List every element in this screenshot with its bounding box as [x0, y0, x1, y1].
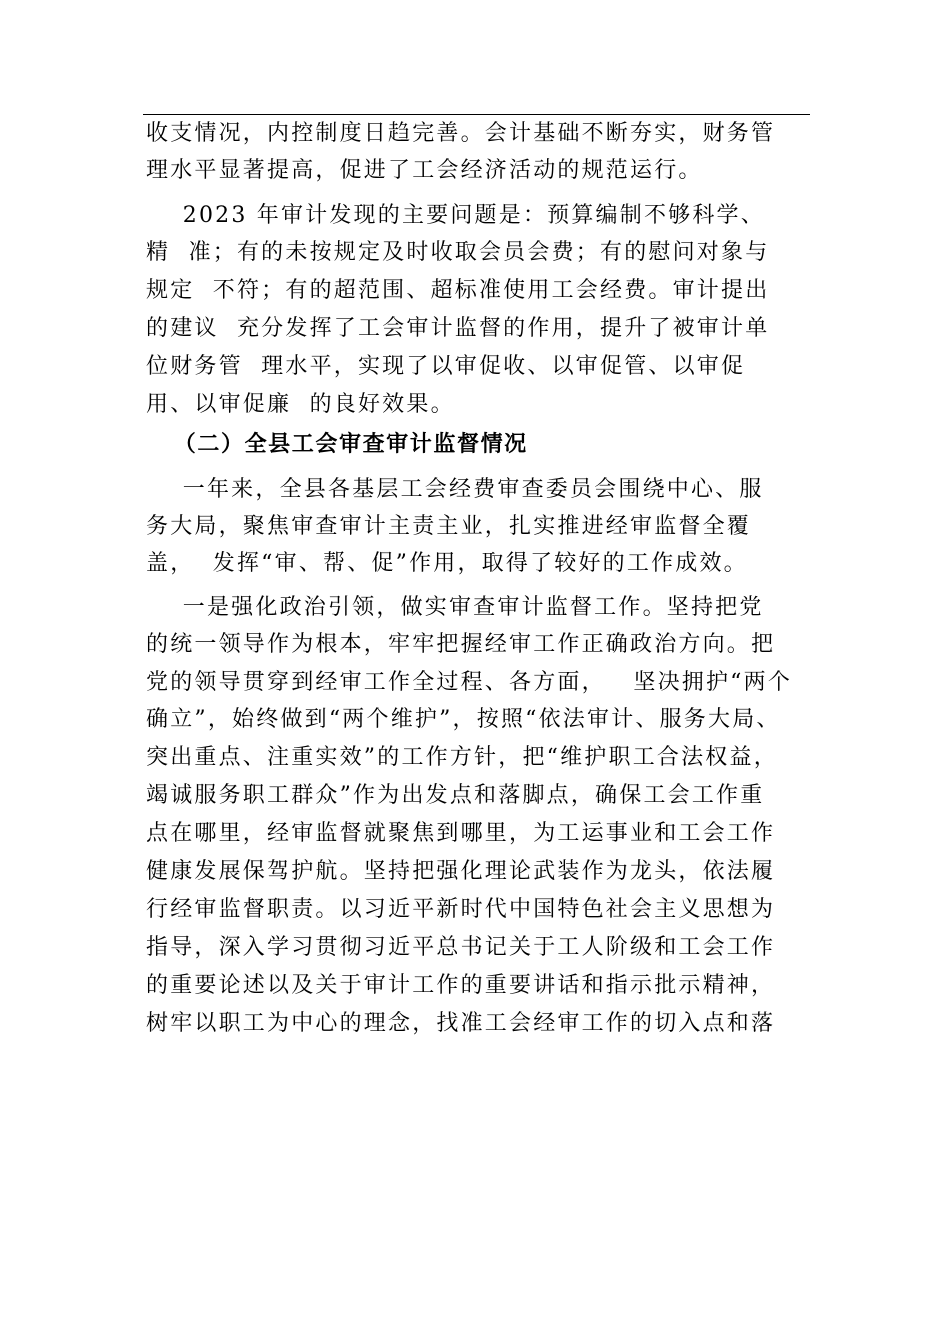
body-line: 树牢以职工为中心的理念，找准工会经审工作的切入点和落 [146, 1011, 776, 1036]
section-heading: （二）全县工会审查审计监督情况 [146, 432, 528, 457]
body-line: 务大局，聚焦审查审计主责主业，扎实推进经审监督全覆 [146, 514, 752, 539]
header-rule [143, 114, 810, 115]
body-line: 的重要论述以及关于审计工作的重要讲话和指示批示精神， [146, 973, 776, 998]
body-line: 位财务管 理水平，实现了以审促收、以审促管、以审促 [146, 354, 746, 379]
body-line: 竭诚服务职工群众”作为出发点和落脚点，确保工会工作重 [146, 783, 765, 808]
body-line: 确立”，始终做到“两个维护”，按照“依法审计、服务大局、 [146, 707, 781, 732]
body-line: 盖， 发挥“审、帮、促”作用，取得了较好的工作成效。 [146, 551, 748, 576]
body-line: 收支情况，内控制度日趋完善。会计基础不断夯实，财务管 [146, 121, 776, 146]
body-line: 一年来，全县各基层工会经费审查委员会围绕中心、服 [146, 477, 764, 502]
body-line: 点在哪里，经审监督就聚焦到哪里，为工运事业和工会工作 [146, 821, 776, 846]
body-line: 2023 年审计发现的主要问题是：预算编制不够科学、 [146, 203, 765, 228]
body-line: 党的领导贯穿到经审工作全过程、各方面， 坚决拥护“两个 [146, 670, 793, 695]
body-line: 规定 不符；有的超范围、超标准使用工会经费。审计提出 [146, 278, 770, 303]
body-line: 健康发展保驾护航。坚持把强化理论武装作为龙头，依法履 [146, 859, 776, 884]
body-line: 行经审监督职责。以习近平新时代中国特色社会主义思想为 [146, 897, 776, 922]
body-line: 的建议 充分发挥了工会审计监督的作用，提升了被审计单 [146, 316, 770, 341]
body-line: 的统一领导作为根本，牢牢把握经审工作正确政治方向。把 [146, 632, 776, 657]
body-line: 理水平显著提高，促进了工会经济活动的规范运行。 [146, 158, 703, 183]
body-line: 一是强化政治引领，做实审查审计监督工作。坚持把党 [146, 595, 764, 620]
body-line: 精 准；有的未按规定及时收取会员会费；有的慰问对象与 [146, 240, 770, 265]
body-line: 用、以审促廉 的良好效果。 [146, 392, 455, 417]
body-line: 指导，深入学习贯彻习近平总书记关于工人阶级和工会工作 [146, 935, 776, 960]
body-line: 突出重点、注重实效”的工作方针，把“维护职工合法权益， [146, 745, 778, 770]
